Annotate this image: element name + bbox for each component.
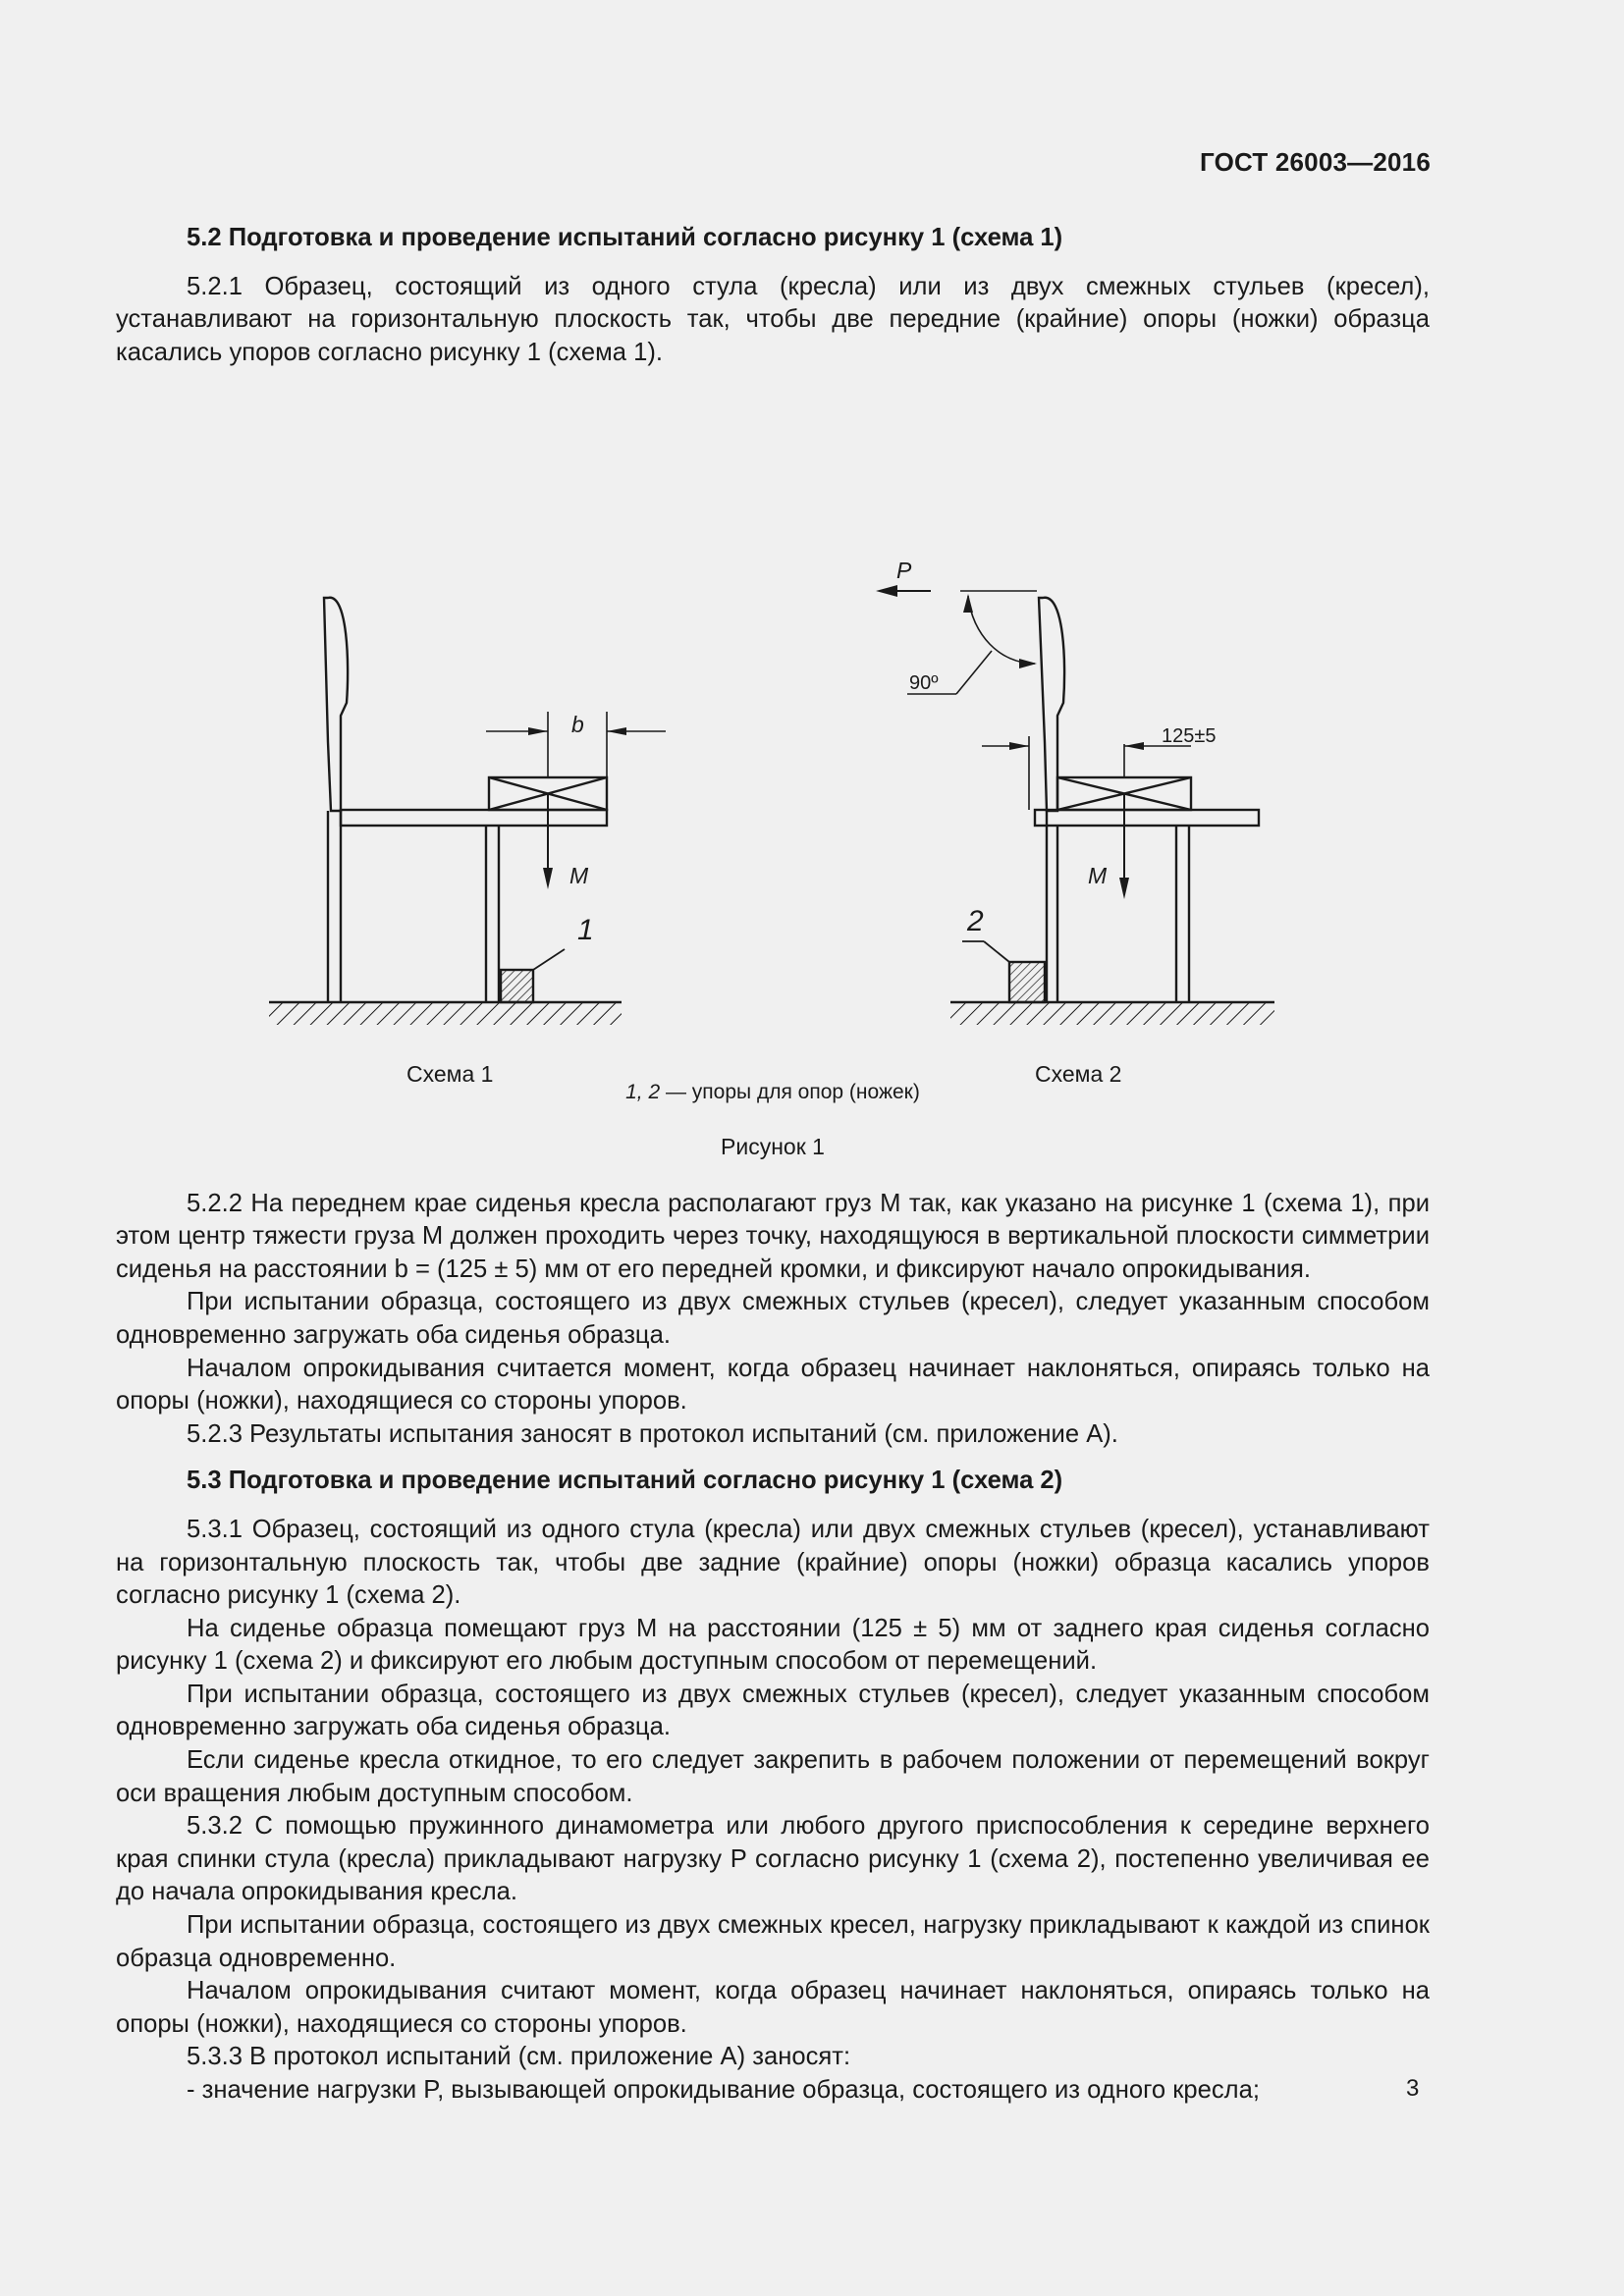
angle-label: 90º: [909, 672, 939, 695]
paragraph-5-3-1: 5.3.1 Образец, состоящий из одного стула (кресла) или двух смежных стульев (кресел), устанавливают на горизонтальную плоскость так, чтобы две задние (крайние) опоры (ножки) образца касались упоров согласно рисунку 1 (схема 2).: [116, 1515, 1430, 1610]
label-stop-2: 2: [967, 905, 984, 938]
paragraph-two-armchairs: При испытании образца, состоящего из двух смежных кресел, нагрузку прикладывают к каждой из спинок образца одновременно.: [116, 1911, 1430, 1972]
page-number: 3: [1406, 2075, 1420, 2102]
figure-1-drawing: [116, 369, 1430, 1027]
scheme-1-caption: Схема 1: [406, 1061, 494, 1088]
dimension-label: 125±5: [1162, 725, 1217, 748]
section-heading-5-3: 5.3 Подготовка и проведение испытаний согласно рисунку 1 (схема 2): [187, 1467, 1063, 1495]
label-stop-1: 1: [577, 914, 594, 947]
paragraph-5-3-3: 5.3.3 В протокол испытаний (см. приложение А) заносят:: [187, 2043, 851, 2071]
paragraph-two-chairs-b: При испытании образца, состоящего из двух смежных стульев (кресел), следует указанным способом одновременно загружать оба сиденья образца.: [116, 1680, 1430, 1741]
scheme-2-drawing: [882, 591, 1274, 1025]
page-content: [116, 222, 1430, 2108]
paragraph-tipping-start-a: Началом опрокидывания считается момент, когда образец начинает наклоняться, опираясь только на опоры (ножки), находящиеся со стороны упоров.: [116, 1354, 1430, 1415]
document-code: ГОСТ 26003—2016: [1200, 147, 1431, 177]
scheme-2-caption: Схема 2: [1035, 1061, 1122, 1088]
figure-legend: [116, 1076, 1430, 1109]
label-m-scheme-1: M: [569, 863, 589, 889]
label-b: b: [571, 712, 584, 738]
legend-numbers: 1, 2: [625, 1081, 661, 1104]
section-heading-5-2: 5.2 Подготовка и проведение испытаний согласно рисунку 1 (схема 1): [187, 224, 1063, 251]
figure-title: Рисунок 1: [721, 1133, 825, 1159]
figure-1: [116, 369, 1430, 1088]
paragraph-load-m: На сиденье образца помещают груз M на расстоянии (125 ± 5) мм от заднего края сиденья согласно рисунку 1 (схема 2) и фиксируют его любым доступным способом от перемещений.: [116, 1614, 1430, 1676]
scheme-1-drawing: [269, 598, 666, 1025]
label-p: P: [896, 558, 912, 584]
label-m-scheme-2: M: [1088, 863, 1108, 889]
paragraph-folding-seat: Если сиденье кресла откидное, то его следует закрепить в рабочем положении от перемещений вокруг оси вращения любым доступным способом.: [116, 1746, 1430, 1807]
paragraph-5-2-2: 5.2.2 На переднем крае сиденья кресла располагают груз M так, как указано на рисунке 1 (схема 1), при этом центр тяжести груза M должен проходить через точку, находящуюся в вертикальной плоскости симметрии сиденья на расстоянии b = (125 ± 5) мм от его передней кромки, и фиксируют начало опрокидывания.: [116, 1189, 1430, 1283]
paragraph-5-2-1: 5.2.1 Образец, состоящий из одного стула (кресла) или из двух смежных стульев (кресел), устанавливают на горизонтальную плоскость так, чтобы две передние (крайние) опоры (ножки) образца касались упоров согласно рисунку 1 (схема 1).: [116, 272, 1430, 366]
paragraph-list-item: - значение нагрузки P, вызывающей опрокидывание образца, состоящего из одного кресла;: [187, 2076, 1260, 2104]
paragraph-two-chairs-a: При испытании образца, состоящего из двух смежных стульев (кресел), следует указанным способом одновременно загружать оба сиденья образца.: [116, 1288, 1430, 1349]
paragraph-5-3-2: 5.3.2 С помощью пружинного динамометра или любого другого приспособления к середине верхнего края спинки стула (кресла) прикладывают нагрузку P согласно рисунку 1 (схема 2), постепенно увеличивая ее до начала опрокидывания кресла.: [116, 1812, 1430, 1906]
paragraph-5-2-3: 5.2.3 Результаты испытания заносят в протокол испытаний (см. приложение А).: [187, 1419, 1118, 1448]
legend-text: — упоры для опор (ножек): [660, 1081, 920, 1104]
paragraph-tipping-start-b: Началом опрокидывания считают момент, когда образец начинает наклоняться, опираясь только на опоры (ножки), находящиеся со стороны упоров.: [116, 1977, 1430, 2038]
